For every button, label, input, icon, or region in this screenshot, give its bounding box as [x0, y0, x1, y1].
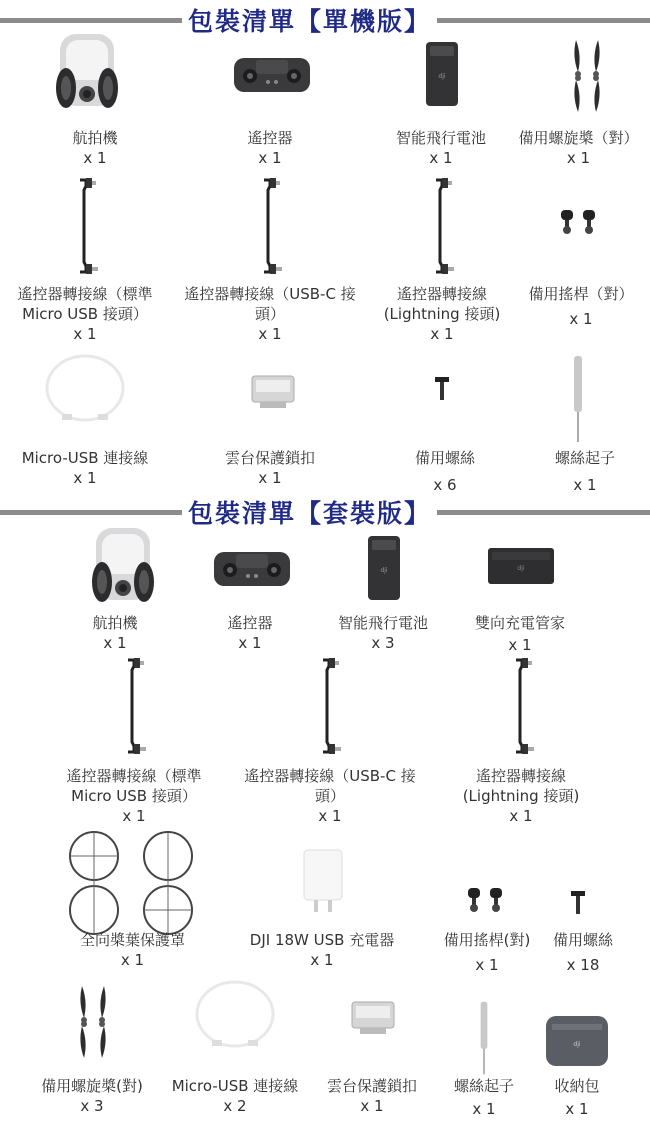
list-item — [190, 448, 350, 488]
propeller-guard-image — [66, 828, 196, 938]
screw-image — [568, 888, 588, 918]
list-item — [450, 613, 590, 655]
list-item — [380, 448, 510, 495]
section-header-combo — [0, 494, 650, 530]
item-qty: x 1 — [573, 476, 597, 494]
cable-usb-c-image — [256, 176, 286, 276]
gimbal-clip-image — [248, 372, 298, 412]
list-item — [434, 1076, 534, 1119]
item-qty: x 1 — [569, 310, 593, 328]
item-name: 遙控器轉接線（標準 — [66, 767, 202, 785]
item-qty: x 3 — [371, 634, 395, 652]
item-name: 航拍機 — [92, 614, 138, 632]
item-name: 收納包 — [554, 1077, 600, 1095]
list-item — [232, 930, 412, 970]
item-qty: x 1 — [318, 807, 342, 825]
item-name: 備用螺絲 — [414, 449, 475, 467]
screwdriver-image — [568, 354, 588, 444]
cable-lightning-image — [508, 656, 538, 756]
item-name: 遙控器轉接線（USB-C 接 — [244, 767, 416, 785]
item-name: 遙控器轉接線（USB-C 接 — [184, 285, 356, 303]
list-item — [512, 284, 650, 329]
item-qty: x 18 — [566, 956, 600, 974]
list-item — [520, 448, 650, 495]
item-qty: x 1 — [360, 1097, 384, 1115]
list-item — [0, 448, 170, 488]
item-name: 遙控器 — [247, 129, 293, 147]
list-item — [180, 613, 320, 653]
list-item — [10, 128, 180, 168]
propellers-image — [68, 976, 118, 1068]
list-item — [318, 613, 448, 653]
usb-charger-image — [298, 846, 348, 916]
item-name: DJI 18W USB 充電器 — [249, 931, 395, 949]
propellers-image — [562, 32, 612, 120]
item-name: 螺絲起子 — [554, 449, 615, 467]
item-qty: x 1 — [258, 149, 282, 167]
item-name: 遙控器 — [227, 614, 273, 632]
list-item — [540, 930, 626, 975]
list-item — [185, 128, 355, 168]
item-qty: x 1 — [310, 951, 334, 969]
item-qty: x 1 — [472, 1100, 496, 1118]
item-name: 遙控器轉接線（標準 — [17, 285, 153, 303]
item-name-line2: 頭） — [254, 305, 285, 323]
drone-image — [88, 526, 158, 606]
item-qty: x 1 — [122, 807, 146, 825]
item-name-line2: Micro USB 接頭） — [71, 787, 197, 805]
micro-usb-cable-image — [40, 352, 130, 432]
list-item — [314, 1076, 430, 1116]
list-item — [428, 930, 546, 975]
item-qty: x 6 — [433, 476, 457, 494]
control-sticks-image — [460, 884, 510, 914]
list-item — [160, 1076, 310, 1116]
item-name: 雲台保護鎖扣 — [326, 1077, 417, 1095]
list-item — [372, 284, 512, 344]
item-qty: x 1 — [430, 325, 454, 343]
item-name: 備用搖桿（對） — [528, 285, 634, 303]
list-item — [230, 766, 430, 826]
micro-usb-cable-image — [190, 978, 280, 1058]
remote-controller-image — [212, 546, 292, 590]
item-name: 雙向充電管家 — [474, 614, 565, 632]
battery-image — [422, 38, 462, 108]
cable-lightning-image — [428, 176, 458, 276]
item-qty: x 1 — [509, 807, 533, 825]
item-name: 備用螺絲 — [552, 931, 613, 949]
item-name: 遙控器轉接線 — [396, 285, 487, 303]
storage-bag-image — [542, 1010, 612, 1070]
item-name: 雲台保護鎖扣 — [224, 449, 315, 467]
item-qty: x 1 — [475, 956, 499, 974]
section-title: 包裝清單【套裝版】 — [182, 494, 437, 530]
remote-controller-image — [232, 52, 312, 96]
item-name-line2: Micro USB 接頭） — [22, 305, 148, 323]
list-item — [450, 766, 592, 826]
item-name: 備用搖桿(對) — [443, 931, 531, 949]
item-qty: x 1 — [566, 149, 591, 167]
control-sticks-image — [553, 206, 603, 236]
item-qty: x 1 — [103, 634, 127, 652]
item-name: 備用螺旋槳（對） — [518, 129, 639, 147]
item-qty: x 1 — [83, 149, 107, 167]
item-name: 智能飛行電池 — [337, 614, 428, 632]
cable-usb-c-image — [315, 656, 345, 756]
cable-micro-usb-image — [72, 176, 102, 276]
item-qty: x 1 — [73, 469, 97, 487]
list-item — [534, 1076, 620, 1119]
item-name: 遙控器轉接線 — [475, 767, 566, 785]
list-item — [24, 1076, 160, 1116]
list-item — [50, 930, 215, 970]
item-qty: x 1 — [508, 636, 532, 654]
list-item — [507, 128, 650, 168]
item-name-line2: (Lightning 接頭) — [383, 305, 501, 323]
screwdriver-image — [474, 1000, 494, 1076]
item-qty: x 1 — [73, 325, 97, 343]
item-name-line2: 頭） — [314, 787, 345, 805]
list-item — [370, 128, 512, 168]
drone-image — [52, 32, 122, 112]
item-name: 航拍機 — [72, 129, 118, 147]
item-qty: x 1 — [429, 149, 453, 167]
item-qty: x 1 — [238, 634, 262, 652]
gimbal-clip-image — [348, 998, 398, 1038]
item-name: 螺絲起子 — [453, 1077, 514, 1095]
item-qty: x 3 — [80, 1097, 104, 1115]
list-item — [40, 613, 190, 653]
item-name: Micro-USB 連接線 — [171, 1077, 299, 1095]
cable-micro-usb-image — [120, 656, 150, 756]
charging-hub-image — [486, 546, 556, 586]
item-qty: x 1 — [565, 1100, 589, 1118]
item-qty: x 1 — [258, 469, 282, 487]
list-item — [0, 284, 170, 344]
screw-image — [432, 374, 452, 404]
item-name: 備用螺旋槳(對) — [41, 1077, 143, 1095]
list-item — [44, 766, 224, 826]
item-qty: x 1 — [120, 951, 145, 969]
item-qty: x 2 — [223, 1097, 247, 1115]
list-item — [172, 284, 368, 344]
battery-image — [364, 532, 404, 602]
item-name: 全向槳葉保護罩 — [79, 931, 185, 949]
section-title: 包裝清單【單機版】 — [182, 2, 437, 38]
item-name: Micro-USB 連接線 — [21, 449, 149, 467]
item-name-line2: (Lightning 接頭) — [462, 787, 580, 805]
item-qty: x 1 — [258, 325, 282, 343]
item-name: 智能飛行電池 — [395, 129, 486, 147]
